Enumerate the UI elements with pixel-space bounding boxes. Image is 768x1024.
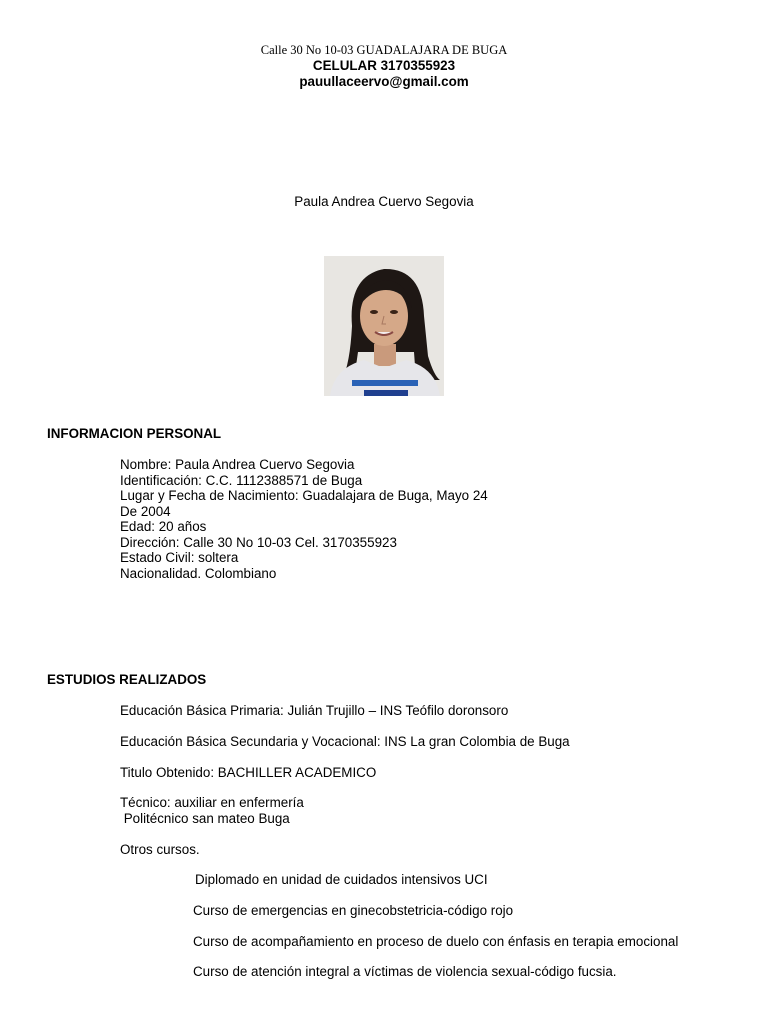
- profile-photo: [324, 256, 444, 396]
- header-phone: CELULAR 3170355923: [312, 58, 456, 73]
- course-item: Curso de atención integral a víctimas de violencia sexual-código fucsia.: [193, 964, 617, 979]
- contact-header: [0, 42, 768, 90]
- personal-info-list: [120, 457, 488, 581]
- header-email: pauullaceervo@gmail.com: [299, 74, 469, 89]
- personal-id-line: Identificación: C.C. 1112388571 de Buga: [120, 472, 363, 488]
- personal-info-heading: INFORMACION PERSONAL: [47, 426, 222, 441]
- header-address: Calle 30 No 10-03 GUADALAJARA DE BUGA: [260, 43, 508, 57]
- personal-birth-year-line: De 2004: [120, 503, 171, 519]
- course-item: Diplomado en unidad de cuidados intensivos UCI: [195, 872, 488, 887]
- personal-birth-line: Lugar y Fecha de Nacimiento: Guadalajara de Buga, Mayo 24: [120, 488, 488, 503]
- study-technical-institute: Politécnico san mateo Buga: [120, 811, 290, 826]
- personal-age-line: Edad: 20 años: [120, 519, 207, 534]
- other-courses-label: Otros cursos.: [120, 842, 200, 857]
- personal-civil-status-line: Estado Civil: soltera: [120, 550, 239, 565]
- study-degree: Titulo Obtenido: BACHILLER ACADEMICO: [120, 765, 377, 780]
- study-technical: Técnico: auxiliar en enfermería: [120, 795, 304, 810]
- personal-name-line: Nombre: Paula Andrea Cuervo Segovia: [120, 457, 355, 472]
- portrait-image: [324, 256, 444, 396]
- course-item: Curso de acompañamiento en proceso de duelo con énfasis en terapia emocional: [193, 934, 679, 949]
- study-primary: Educación Básica Primaria: Julián Trujillo – INS Teófilo doronsoro: [120, 703, 509, 718]
- studies-heading: ESTUDIOS REALIZADOS: [47, 672, 207, 687]
- personal-nationality-line: Nacionalidad. Colombiano: [120, 565, 277, 581]
- personal-address-line: Dirección: Calle 30 No 10-03 Cel. 3170355923: [120, 534, 397, 550]
- study-secondary: Educación Básica Secundaria y Vocacional: INS La gran Colombia de Buga: [120, 734, 570, 749]
- candidate-name: Paula Andrea Cuervo Segovia: [294, 194, 474, 209]
- course-item: Curso de emergencias en ginecobstetricia-código rojo: [193, 903, 514, 918]
